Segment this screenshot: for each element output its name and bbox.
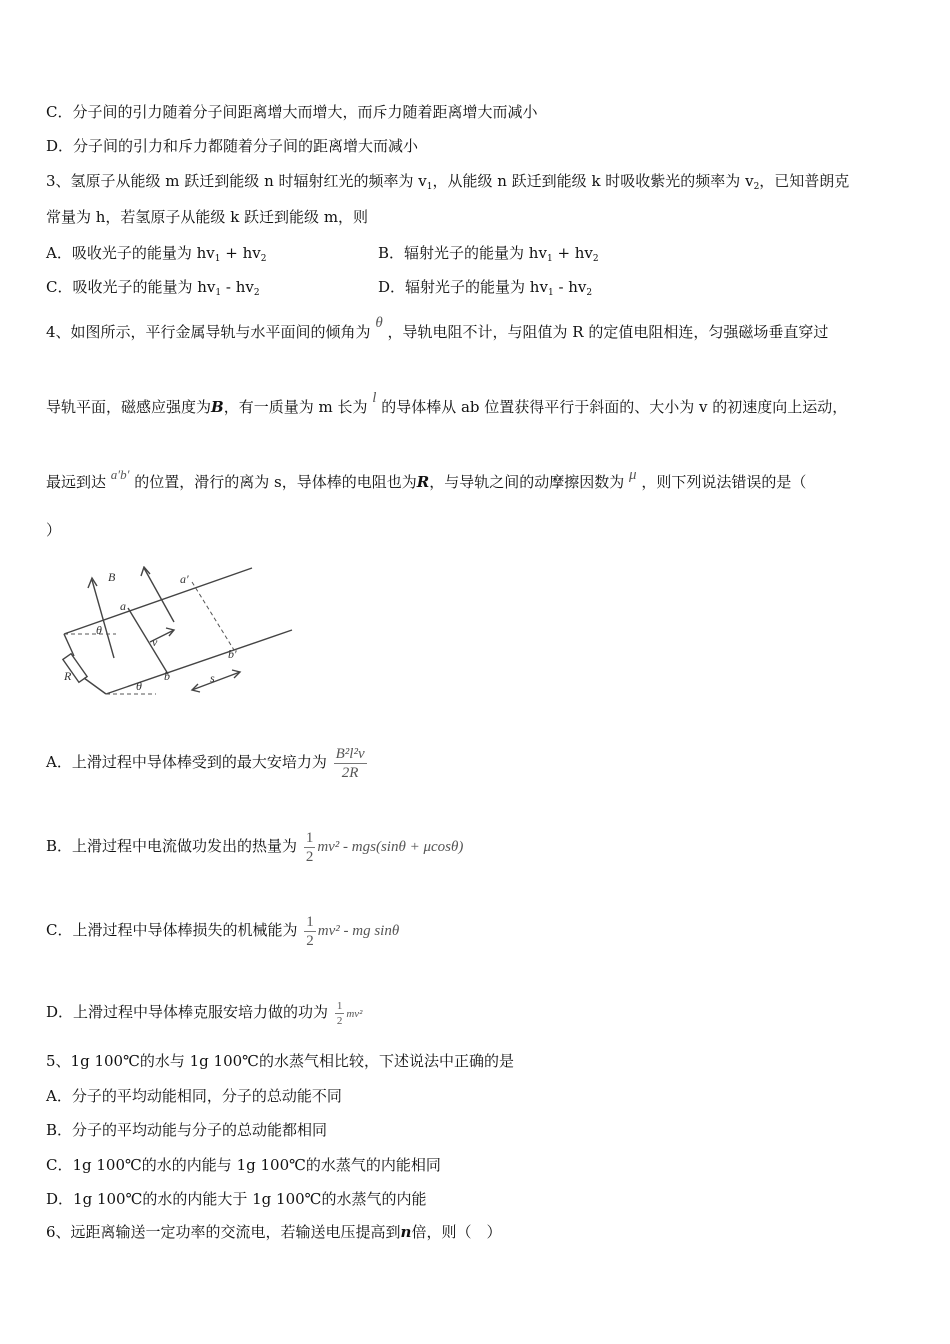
fraction-denominator: 2	[305, 848, 314, 865]
op: - hv	[553, 278, 587, 296]
label-a-prime: a′	[180, 572, 189, 586]
q4-text-e: 的导体棒从 ab 位置获得平行于斜面的、大小为 v 的初速度向上运动，	[381, 398, 848, 416]
fraction	[304, 913, 316, 950]
r-symbol: R	[416, 473, 430, 491]
q5-option-b: B．分子的平均动能与分子的总动能都相同	[46, 1121, 328, 1139]
mu-symbol: μ	[629, 467, 637, 483]
expression: mv² - mg sinθ	[317, 923, 400, 939]
fraction-numerator: B²l²v	[335, 745, 365, 762]
q3-option-b-text: B．辐射光子的能量为 hv	[378, 244, 547, 262]
q3-option-a	[46, 243, 266, 269]
fraction-numerator: 1	[306, 913, 314, 930]
sub: 2	[753, 182, 760, 192]
b-field-arrow-2	[144, 568, 174, 622]
q3-option-c	[46, 277, 260, 303]
q4-stem-line3	[46, 467, 807, 493]
q3-option-a-text: A．吸收光子的能量为 hv	[46, 244, 215, 262]
left-wire-top	[64, 634, 74, 656]
q4-text-f: 最远到达	[46, 473, 107, 491]
fraction	[304, 829, 316, 866]
q4-text-a: 4、如图所示，平行金属导轨与水平面间的倾角为	[46, 323, 371, 341]
q3-stem-line2: 常量为 h，若氢原子从能级 k 跃迁到能级 m，则	[46, 208, 369, 226]
q4-option-b	[46, 826, 463, 867]
incline-rail-figure	[56, 566, 296, 706]
label-s: s	[210, 671, 215, 685]
q4-text-g: 的位置，滑行的离为 s，导体棒的电阻也为	[134, 473, 417, 491]
label-theta-bottom: θ	[136, 679, 142, 693]
q4-text-b: ，导轨电阻不计，与阻值为 R 的定值电阻相连，匀强磁场垂直穿过	[387, 323, 829, 341]
q4-option-c-text: C．上滑过程中导体棒损失的机械能为	[46, 921, 298, 939]
q3-option-d	[378, 277, 592, 303]
q3-option-c-text: C．吸收光子的能量为 hv	[46, 278, 216, 296]
q2-option-c: C．分子间的引力随着分子间距离增大而增大，而斥力随着距离增大而减小	[46, 103, 538, 121]
rod-ab	[128, 608, 168, 674]
label-theta-top: θ	[96, 623, 102, 637]
q4-stem-line1	[46, 315, 829, 343]
l-symbol: l	[372, 390, 377, 406]
lower-rail	[106, 630, 292, 694]
sub: 1	[214, 254, 221, 264]
q4-option-b-text: B．上滑过程中电流做功发出的热量为	[46, 837, 298, 855]
q4-text-i: ，则下列说法错误的是（	[641, 473, 807, 491]
left-wire-bottom	[84, 678, 106, 694]
fraction-denominator: 2R	[341, 764, 359, 781]
sub: 2	[253, 288, 260, 298]
op: - hv	[221, 278, 254, 296]
b-field-arrow	[92, 580, 114, 658]
sub: 1	[546, 254, 553, 264]
q4-text-c: 导轨平面，磁感应强度为	[46, 398, 212, 416]
fraction	[335, 999, 345, 1028]
q3-option-d-text: D．辐射光子的能量为 hv	[378, 278, 548, 296]
q3-text-c: ，已知普朗克	[759, 172, 850, 190]
q5-option-a: A．分子的平均动能相同，分子的总动能不同	[46, 1087, 342, 1105]
rod-a-b-prime	[192, 582, 234, 650]
q4-text-h: ，与导轨之间的动摩擦因数为	[429, 473, 625, 491]
op: + hv	[220, 244, 261, 262]
q5-stem: 5、1g 100℃的水与 1g 100℃的水蒸气相比较，下述说法中正确的是	[46, 1052, 514, 1070]
q3-option-b	[378, 243, 599, 269]
q4-option-a-text: A．上滑过程中导体棒受到的最大安培力为	[46, 753, 327, 771]
q4-stem-line4: ）	[46, 521, 62, 539]
theta-symbol: θ	[375, 315, 383, 331]
s-arrow	[192, 672, 240, 690]
sub: 2	[260, 254, 267, 264]
fraction-denominator: 2	[306, 932, 314, 949]
q3-stem-line1	[46, 171, 849, 197]
q3-text-b: ，从能级 n 跃迁到能级 k 时吸收紫光的频率为 v	[432, 172, 754, 190]
b-symbol: B	[211, 398, 224, 416]
fraction-numerator: 1	[305, 829, 314, 846]
q4-option-a	[46, 742, 369, 782]
label-r: R	[64, 669, 72, 683]
q2-option-d: D．分子间的引力和斥力都随着分子间的距离增大而减小	[46, 137, 419, 155]
sub: 1	[547, 288, 554, 298]
q4-option-d	[46, 992, 362, 1034]
sub: 1	[426, 182, 433, 192]
label-b: b	[164, 669, 170, 683]
label-a: a	[120, 599, 126, 613]
q5-option-d: D．1g 100℃的水的内能大于 1g 100℃的水蒸气的内能	[46, 1190, 427, 1208]
sub: 2	[586, 288, 593, 298]
fraction-numerator: 1	[336, 999, 343, 1012]
q3-text-a: 3、氢原子从能级 m 跃迁到能级 n 时辐射红光的频率为 v	[46, 172, 427, 190]
a-b-prime-symbol: a′b′	[110, 467, 130, 482]
sub: 1	[215, 288, 222, 298]
q5-option-c: C．1g 100℃的水的内能与 1g 100℃的水蒸气的内能相同	[46, 1156, 441, 1174]
q6-text-c: 倍，则（ ）	[411, 1223, 502, 1241]
label-v: v	[152, 635, 158, 649]
q4-text-d: ，有一质量为 m 长为	[223, 398, 368, 416]
op: + hv	[552, 244, 593, 262]
expression: mv² - mgs(sinθ + μcosθ)	[317, 839, 464, 855]
q6-stem	[46, 1222, 501, 1242]
q4-option-d-text: D．上滑过程中导体棒克服安培力做的功为	[46, 1003, 329, 1021]
expression: mv²	[346, 1008, 363, 1020]
sub: 2	[592, 254, 599, 264]
fraction-denominator: 2	[336, 1014, 343, 1027]
q4-option-c	[46, 910, 399, 951]
rail-diagram	[56, 566, 296, 706]
n-symbol: n	[400, 1223, 412, 1241]
label-b-prime: b′	[228, 647, 237, 661]
label-b-field: B	[108, 570, 116, 584]
q4-stem-line2	[46, 390, 848, 418]
q6-text-a: 6、远距离输送一定功率的交流电，若输送电压提高到	[46, 1223, 401, 1241]
fraction	[334, 745, 367, 782]
